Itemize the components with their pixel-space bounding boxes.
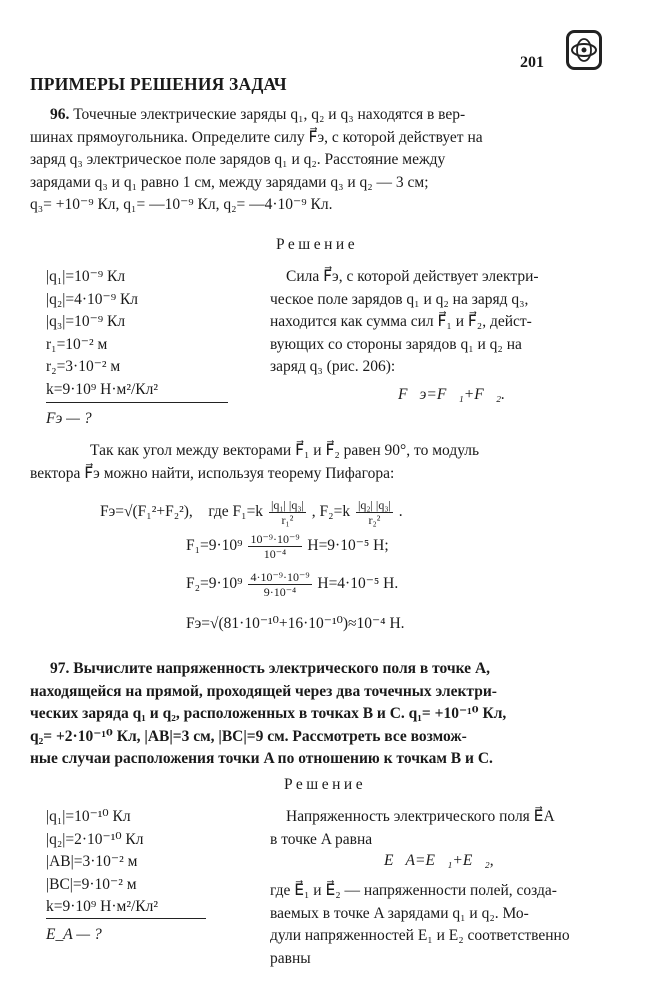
given-item: |q₁|=10⁻¹⁰ Кл bbox=[46, 808, 131, 825]
pythagoras-line: вектора F⃗э можно найти, используя теорему Пифагора: bbox=[30, 464, 395, 482]
solution-line: вующих со стороны зарядов q₁ и q₂ на bbox=[270, 335, 522, 353]
pythagoras-text bbox=[30, 440, 618, 485]
find-97: E_A — ? bbox=[46, 926, 102, 943]
solution-line: в точке A равна bbox=[270, 830, 373, 848]
solution-line: находится как сумма сил F⃗₁ и F⃗₂, дейст- bbox=[270, 313, 532, 330]
given-item: |q₃|=10⁻⁹ Кл bbox=[46, 313, 126, 330]
solution-line: ческое поле зарядов q₁ и q₂ на заряд q₃, bbox=[270, 290, 529, 308]
fraction-f1 bbox=[269, 498, 306, 527]
fraction-f2-num: |q₂| |q₃| bbox=[357, 498, 391, 512]
solution-text-97b bbox=[270, 880, 618, 970]
formula-f1-value: F₁=9·10⁹ $\frac{\text{10⁻⁹·10⁻⁹}}{\text{10⁻⁴}}$ Н=9·10⁻⁵ Н; bbox=[186, 532, 389, 561]
solution-line: дули напряженностей E₁ и E₂ соответственно bbox=[270, 927, 570, 944]
problem-96-line: 96. Точечные электрические заряды q₁, q₂ и q₃ находятся в вер- bbox=[50, 106, 466, 123]
formula-where: где F₁=k bbox=[208, 503, 264, 521]
given-item: |BC|=9·10⁻² м bbox=[46, 875, 137, 893]
given-divider-97 bbox=[46, 918, 206, 919]
problem-97-line: ческих заряда q₁ и q₂, расположенных в точках B и C. q₁= +10⁻¹⁰ Кл, bbox=[30, 705, 507, 722]
solution-line: равны bbox=[270, 949, 311, 967]
given-divider-96 bbox=[46, 402, 228, 403]
solution-line: ваемых в точке A зарядами q₁ и q₂. Мо- bbox=[270, 904, 529, 922]
given-item: k=9·10⁹ Н·м²/Кл² bbox=[46, 380, 159, 398]
chapter-emblem-icon bbox=[566, 30, 602, 70]
formula-fe-sqrt: Fэ=√(F₁²+F₂²), bbox=[100, 503, 193, 521]
given-list-97 bbox=[46, 806, 158, 919]
fraction-f1-num: |q₁| |q₃| bbox=[270, 498, 304, 512]
fraction-f1-den: r₁² bbox=[281, 513, 294, 527]
given-item: k=9·10⁹ Н·м²/Кл² bbox=[46, 898, 159, 915]
given-item: |q₁|=10⁻⁹ Кл bbox=[46, 268, 126, 285]
given-list-96 bbox=[46, 266, 158, 401]
given-item: r₂=3·10⁻² м bbox=[46, 358, 121, 375]
problem-97-line: 97. Вычислите напряженность электрического поля в точке A, bbox=[50, 660, 491, 677]
page-number: 201 bbox=[520, 54, 544, 71]
given-item: |q₂|=4·10⁻⁹ Кл bbox=[46, 290, 139, 308]
problem-97-statement bbox=[30, 658, 618, 771]
formula-f2-value: F₂=9·10⁹ $\frac{\text{4·10⁻⁹·10⁻⁹}}{\text{9·10⁻⁴}}$ Н=4·10⁻⁵ Н. bbox=[186, 570, 399, 599]
formula-fe-result: Fэ=√(81·10⁻¹⁰+16·10⁻¹⁰)≈10⁻⁴ Н. bbox=[186, 615, 405, 632]
formula-f2: , F₂=k bbox=[311, 503, 351, 521]
find-96: Fэ — ? bbox=[46, 410, 92, 427]
solution-title-97: Решение bbox=[284, 776, 367, 793]
solution-title-96: Решение bbox=[276, 236, 359, 253]
solution-text-96 bbox=[270, 266, 618, 379]
formula-end: . bbox=[398, 503, 403, 521]
vector-sum-96: F⃗э=F⃗₁+F⃗₂. bbox=[398, 386, 505, 403]
fraction-f2-value: $\frac{\text{4·10⁻⁹·10⁻⁹}}{\text{9·10⁻⁴}}$ bbox=[250, 570, 310, 599]
given-item: |AB|=3·10⁻² м bbox=[46, 853, 138, 870]
fraction-f1-value: $\frac{\text{10⁻⁹·10⁻⁹}}{\text{10⁻⁴}}$ bbox=[250, 532, 300, 561]
problem-96-number: 96. bbox=[50, 106, 70, 123]
solution-line: Сила F⃗э, с которой действует электри- bbox=[286, 268, 539, 285]
fraction-f2 bbox=[356, 498, 393, 527]
solution-line: где E⃗₁ и E⃗₂ — напряженности полей, созда- bbox=[270, 882, 557, 899]
problem-97-line: ные случаи расположения точки A по отношению к точкам B и C. bbox=[30, 750, 493, 767]
solution-line: заряд q₃ (рис. 206): bbox=[270, 358, 396, 375]
given-item: r₁=10⁻² м bbox=[46, 335, 108, 353]
pythagoras-line: Так как угол между векторами F⃗₁ и F⃗₂ равен 90°, то модуль bbox=[90, 442, 480, 459]
problem-96-line: зарядами q₃ и q₁ равно 1 см, между зарядами q₃ и q₂ — 3 см; bbox=[30, 173, 429, 191]
formula-magnitude bbox=[100, 498, 403, 527]
problem-97-line: находящейся на прямой, проходящей через два точечных электри- bbox=[30, 682, 497, 700]
problem-96-line: заряд q₃ электрическое поле зарядов q₁ и q₂. Расстояние между bbox=[30, 151, 446, 168]
problem-96-statement bbox=[30, 104, 618, 217]
problem-97-number: 97. bbox=[50, 660, 70, 677]
fraction-f2-den: r₂² bbox=[368, 513, 381, 527]
solution-text-97a bbox=[270, 806, 618, 851]
vector-sum-97: E⃗A=E⃗₁+E⃗₂, bbox=[384, 852, 494, 869]
given-item: |q₂|=2·10⁻¹⁰ Кл bbox=[46, 830, 144, 848]
problem-96-line: шинах прямоугольника. Определите силу F⃗э, с которой действует на bbox=[30, 128, 483, 146]
problem-96-line: q₃= +10⁻⁹ Кл, q₁= —10⁻⁹ Кл, q₂= —4·10⁻⁹ Кл. bbox=[30, 196, 333, 213]
solution-line: Напряженность электрического поля E⃗A bbox=[286, 808, 555, 825]
problem-97-line: q₂= +2·10⁻¹⁰ Кл, |AB|=3 см, |BC|=9 см. Рассмотреть все возмож- bbox=[30, 727, 467, 745]
section-heading: ПРИМЕРЫ РЕШЕНИЯ ЗАДАЧ bbox=[30, 74, 287, 94]
